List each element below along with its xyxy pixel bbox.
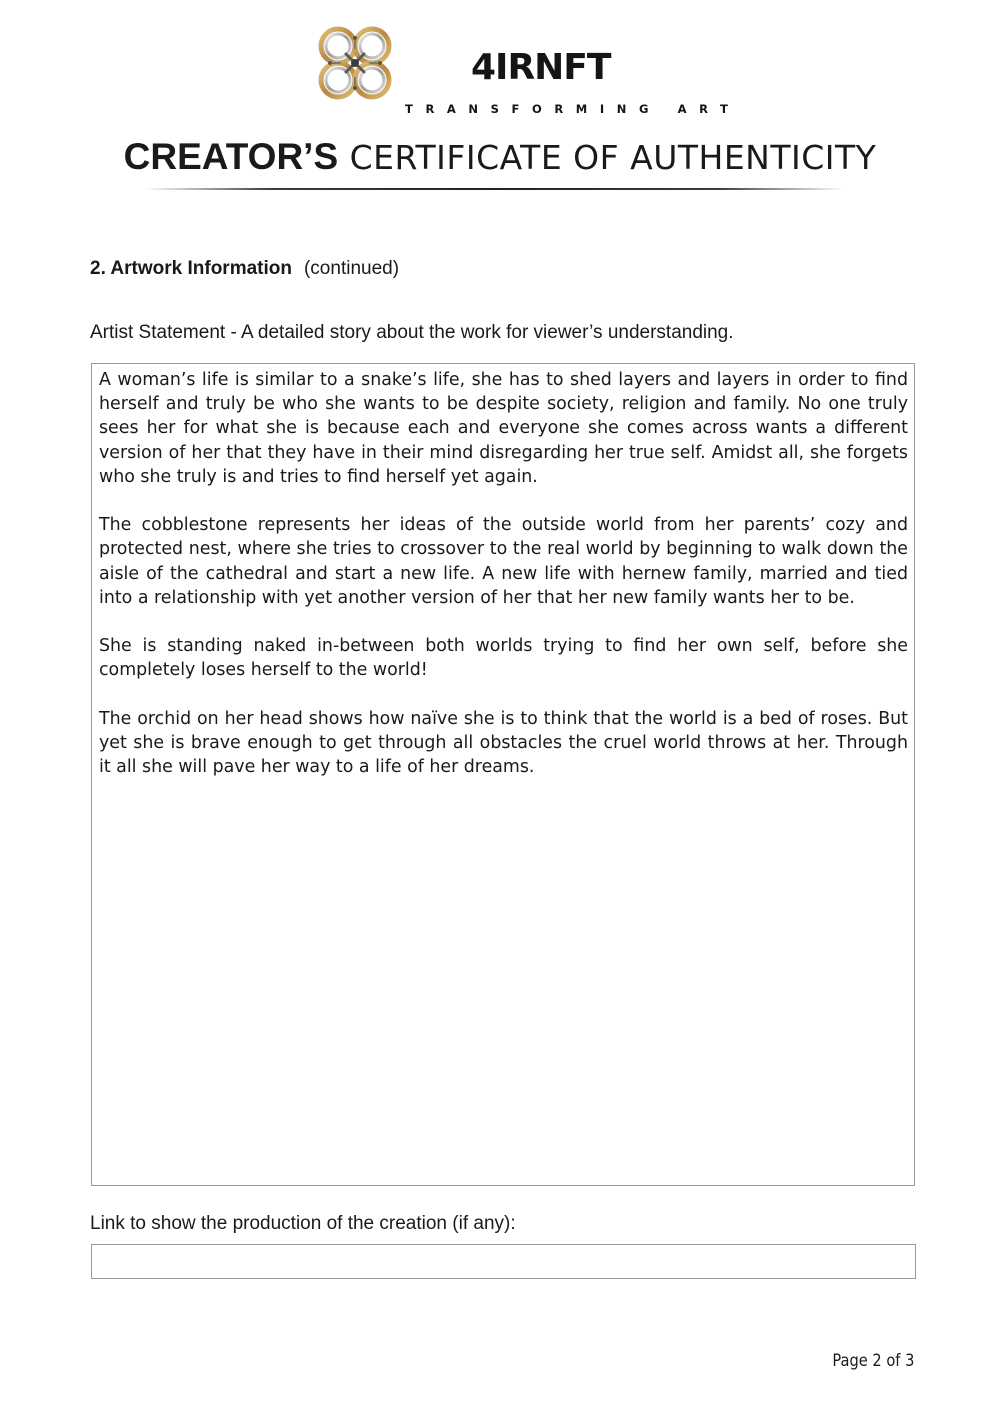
artist-statement-label: Artist Statement - A detailed story about the work for viewer’s understanding.: [90, 322, 734, 343]
production-link-label: Link to show the production of the creation (if any):: [90, 1213, 516, 1234]
artist-statement-field[interactable]: [91, 363, 915, 1186]
brand-name: 4IRNFT: [471, 47, 611, 88]
section-heading: [90, 258, 399, 280]
statement-paragraph-1: A woman’s life is similar to a snake’s life, she has to shed layers and layers in order to find herself and truly be who she wants to be despite society, religion and family. No one truly sees her for what she is because each and everyone she comes across wants a different version of her that they have in their mind disregarding her true self. Amidst all, she forgets who she truly is and tries to find herself yet again.: [99, 370, 908, 487]
production-link-field[interactable]: [91, 1244, 916, 1279]
brand-header: [316, 24, 741, 116]
certificate-title-light: CERTIFICATE OF AUTHENTICITY: [349, 138, 877, 177]
section-heading-title: 2. Artwork Information: [90, 258, 292, 279]
title-divider: [145, 188, 845, 190]
statement-paragraph-2: The cobblestone represents her ideas of the outside world from her parents’ cozy and protected nest, where she tries to crossover to the real world by beginning to walk down the aisle of the cathedral and start a new life. A new life with hernew family, married and tied into a relationship with yet another version of her that her new family wants her to be.: [99, 515, 908, 608]
page-number: Page 2 of 3: [831, 1351, 914, 1371]
statement-paragraph-3: She is standing naked in-between both worlds trying to find her own self, before she completely loses herself to the world!: [99, 636, 908, 681]
section-heading-note: (continued): [303, 258, 400, 279]
certificate-title-bold: CREATOR’S: [123, 136, 339, 177]
brand-tagline: TRANSFORMING ART: [405, 102, 741, 116]
certificate-title: [0, 136, 1000, 179]
statement-paragraph-4: The orchid on her head shows how naïve she is to think that the world is a bed of roses. But yet she is brave enough to get through all obstacles the cruel world throws at her. Through it all she will pave her way to a life of her dreams.: [99, 708, 908, 778]
infinity-knot-logo-icon: [316, 24, 394, 102]
